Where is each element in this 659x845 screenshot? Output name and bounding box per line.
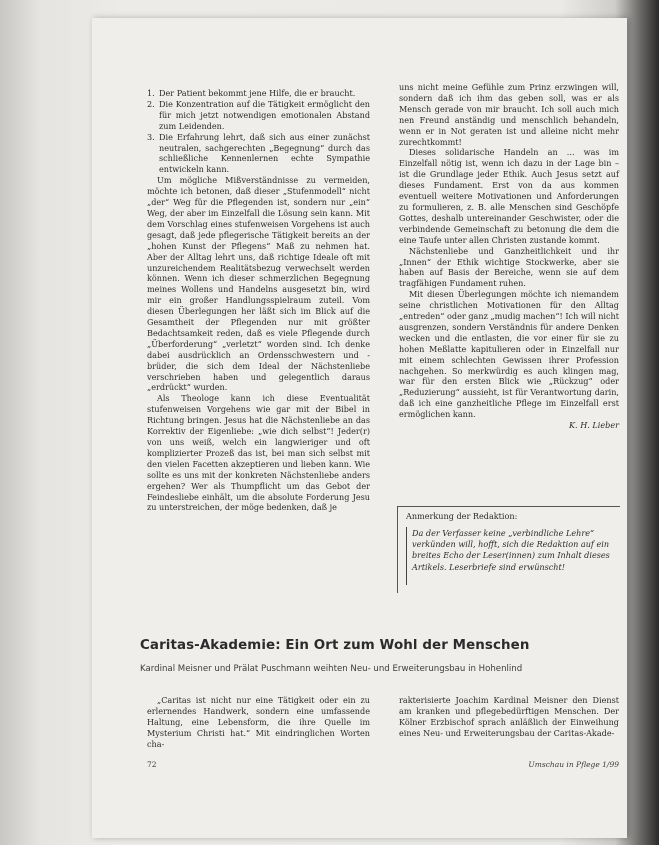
editor-note-text: Da der Verfasser keine „verbindliche Lehre“ verkünden will, hofft, sich die Redaktion auf ein breites Echo der Leser(innen) zum Inhalt dieses Artikels. Leserbriefe sind erwünscht! <box>412 528 610 572</box>
numbered-list <box>147 88 370 175</box>
body-paragraph: uns nicht meine Gefühle zum Prinz erzwingen will, sondern daß ich ihm das geben soll, was er als Mensch gerade von mir braucht. Ich soll auch mich nen Freund anständig und menschlich behandeln, wenn er in Not geraten ist und alleine nicht mehr zurechtkommt! <box>399 82 619 147</box>
page-number: 72 <box>147 760 157 769</box>
body-paragraph: Um mögliche Mißverständnisse zu vermeiden, möchte ich betonen, daß dieser „Stufenmodell“ nicht „der“ Weg für die Pflegenden ist, sondern nur „ein“ Weg, der aber im Einzelfall die Lösung sein kann. Mit dem Vorschlag eines stufenweisen Vorgehens ist auch gesagt, daß jede pflegerische Tätigkeit bereits an der „hohen Kunst der Pflegens“ Maß zu nehmen hat. Aber der Alltag lehrt uns, daß richtige Ideale oft mit unzureichendem Realitätsbezug verwechselt werden können. Wenn ich dieser schmerzlichen Begegnung meines Wollens und Handelns ausgesetzt bin, wird mir ein großer Handlungsspielraum zuteil. Vom diesen Überlegungen her läßt sich im Blick auf die Gesamtheit der Pflegenden nur mit größter Bedachtsamkeit reden, daß es viele Pflegende durch „Überforderung“ „verletzt“ worden sind. Ich denke dabei ausdrücklich an Ordensschwestern und -brüder, die sich dem Ideal der Nächstenliebe verschrieben haben und gelegentlich daraus „erdrückt“ wurden. <box>147 175 370 393</box>
note-rule <box>406 527 407 585</box>
article-left-column <box>147 695 370 750</box>
body-paragraph: Als Theologe kann ich diese Eventualität stufenweisen Vorgehens wie gar mit der Bibel in Richtung bringen. Jesus hat die Nächstenliebe an das Korrektiv der Eigenliebe: „wie dich selbst“! Jeder(r) von uns weiß, welch ein langwieriger und oft komplizierter Prozeß das ist, bei man sich selbst mit den vielen Facetten akzeptieren und lieben kann. Wie sollte es uns mit der konkreten Nächstenliebe anders ergehen? Wer als Thumpflicht um das Gebot der Feindesliebe einhält, um die absolute Forderung Jesu zu unterstreichen, der möge bedenken, daß je <box>147 393 370 513</box>
body-paragraph: Mit diesen Überlegungen möchte ich niemandem seine christlichen Motivationen für den Alltag „entreden“ oder ganz „mudig machen“! Ich will nicht ausgrenzen, sondern Verständnis für andere Denken wecken und die entlasten, die vor einer für sie zu hohen Meßlatte kapitulieren oder in Einzelfall nur mit einem schlechten Gewissen ihrer Profession nachgehen. So merkwürdig es auch klingen mag, war für den ersten Blick wie „Rückzug“ oder „Reduzierung“ aussieht, ist für Verantwortung darin, daß ich eine ganzheitliche Pflege im Einzelfall erst ermöglichen kann. <box>399 289 619 420</box>
article-right-column <box>399 695 619 739</box>
list-item: 2. Die Konzentration auf die Tätigkeit ermöglicht den für mich jetzt notwendigen emotionalen Abstand zum Leidenden. <box>147 98 370 131</box>
right-column <box>399 82 619 431</box>
document-page <box>92 18 627 838</box>
body-paragraph: rakterisierte Joachim Kardinal Meisner den Dienst am kranken und pflegebedürftigen Menschen. Der Kölner Erzbischof sprach anläßlich der Einweihung eines Neu- und Erweiterungsbau der Caritas-Akade- <box>399 695 619 738</box>
author-signature: K. H. Lieber <box>569 420 619 431</box>
editor-note-box <box>397 506 620 593</box>
article-title: Caritas-Akademie: Ein Ort zum Wohl der Menschen <box>140 638 530 653</box>
article-subtitle: Kardinal Meisner und Prälat Puschmann weihten Neu- und Erweiterungsbau in Hohenlind <box>140 664 523 674</box>
body-paragraph: „Caritas ist nicht nur eine Tätigkeit oder ein zu erlernendes Handwerk, sondern eine umfassende Haltung, eine Lebensform, die ihre Quelle im Mysterium Christi hat.“ Mit eindringlichen Worten cha- <box>147 695 370 749</box>
journal-footer: Umschau in Pflege 1/99 <box>528 760 619 769</box>
editor-note-title: Anmerkung der Redaktion: <box>406 511 518 521</box>
left-column <box>147 88 370 513</box>
list-item: 1. Der Patient bekommt jene Hilfe, die er braucht. <box>147 88 356 98</box>
list-item: 3. Die Erfahrung lehrt, daß sich aus einer zunächst neutralen, sachgerechten „Begegnung“ durch das schließliche Kennenlernen echte Sympathie entwickeln kann. <box>147 131 370 175</box>
body-paragraph: Dieses solidarische Handeln an ... was im Einzelfall nötig ist, wenn ich dazu in der Lage bin – ist die Grundlage jeder Ethik. Auch Jesus setzt auf dieses Fundament. Erst von da aus kommen eventuell weitere Motivationen und Anforderungen zu formulieren, z. B. alle Menschen sind Geschöpfe Gottes, deshalb untereinander Geschwister, oder die verbindende Gemeinschaft zu betonung die dem die eine Taufe unter allen Christen zustande kommt. <box>399 147 619 245</box>
body-paragraph: Nächstenliebe und Ganzheitlichkeit und ihr „Innen“ der Ethik wichtige Stockwerke, aber sie haben auf Basis der Bereiche, wenn sie auf dem tragfähigen Fundament ruhen. <box>399 245 619 289</box>
